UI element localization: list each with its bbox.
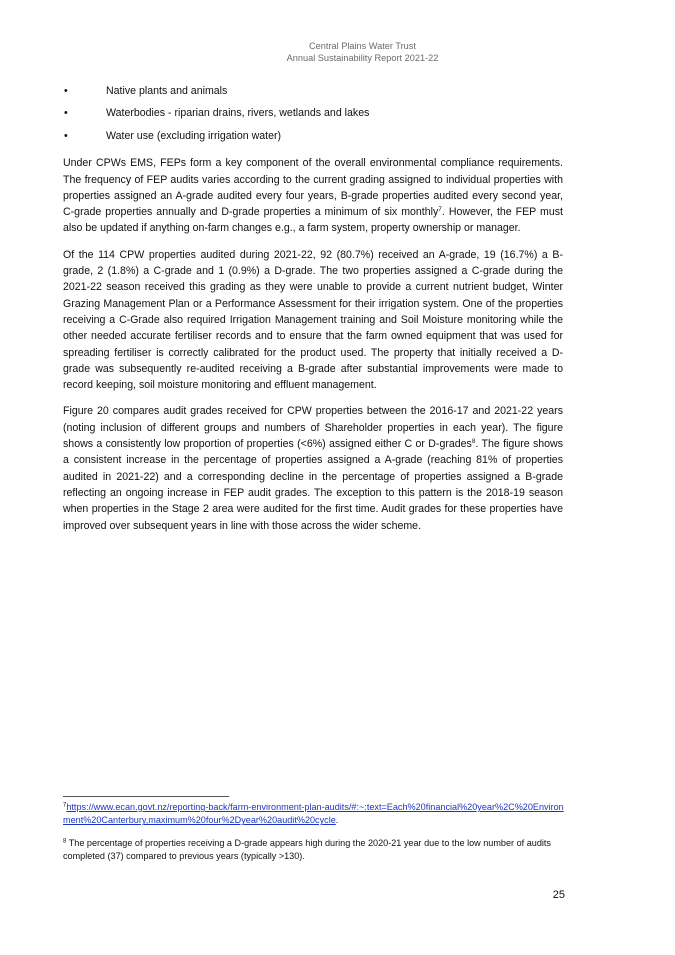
list-item bbox=[63, 105, 563, 121]
footnote-7 bbox=[63, 801, 568, 828]
list-item bbox=[63, 83, 563, 99]
paragraph-fep-audit-frequency bbox=[63, 155, 563, 236]
footnotes bbox=[63, 801, 568, 872]
list-item bbox=[63, 128, 563, 144]
bullet-list bbox=[63, 83, 563, 144]
list-item-text: Native plants and animals bbox=[106, 85, 228, 97]
header-org-name: Central Plains Water Trust bbox=[309, 41, 416, 51]
footnote-ref-7[interactable]: 7 bbox=[438, 206, 442, 214]
list-item-text: Waterbodies - riparian drains, rivers, wetlands and lakes bbox=[106, 107, 370, 120]
footnote-number: 7 bbox=[63, 802, 67, 809]
paragraph-audit-results: Of the 114 CPW properties audited during 2021-22, 92 (80.7%) received an A-grade, 19 (16.7%) a B-grade, 2 (1.8%) a C-grade and 1 (0.9%) a D-grade. The two properties assigned a C-grade during the 2021-22 season received this grading as they were unable to provide a current nutrient budget, Winter Grazing Management Plan or a Performance Assessment for their irrigation system. One of the properties receiving a C-Grade also required Irrigation Management training and Soil Moisture monitoring while the other needed accurate fertiliser records and to ensure that the farm owned equipment that was used for spreading fertiliser is correctly calibrated for the product used. The property that initially received a D-grade was subsequently re-audited receiving a B-grade after substantial improvements were made to record keeping, soil moisture monitoring and effluent management. bbox=[63, 248, 563, 392]
paragraph-text: . The figure shows a consistent increase in the percentage of properties assigned a A-grade (reaching 81% of properties audited in 2021-22) and a corresponding decline in the percentage of properties assigned a B-grade reflecting an ongoing increase in FEP audit grades. The exception to this pattern is the 2018-19 season when properties in the Stage 2 area were audited for the first time. Audit grades for these properties have improved over subsequent years in line with those across the wider scheme. bbox=[63, 438, 563, 532]
footnote-divider bbox=[63, 796, 229, 797]
paragraph-text: Under CPWs EMS, FEPs form a key component of the overall environmental compliance requirements. The frequency of FEP audits varies according to the current grading assigned to individual properties with properties assigned an A-grade audited every four years, B-grade properties audited every second year, C-grade properties annually and D-grade properties a minimum of six monthly bbox=[63, 157, 563, 219]
paragraph-figure-20-summary bbox=[63, 403, 563, 533]
paragraph-text: Figure 20 compares audit grades received for CPW properties between the 2016-17 and 2021-22 years (noting inclusion of different groups and numbers of Shareholder properties in each year). The figure shows a consistently low proportion of properties (<6%) assigned either C or D-grades bbox=[63, 405, 563, 451]
main-content bbox=[63, 83, 563, 544]
bullet-icon: • bbox=[64, 107, 68, 120]
footnote-7-link[interactable]: https://www.ecan.govt.nz/reporting-back/farm-environment-plan-audits/#:~:text=Each%20financial%20year%2C%20Environment%20Canterbury,maximum%20four%2Dyear%20audit%20cycle bbox=[63, 802, 564, 826]
list-item-text: Water use (excluding irrigation water) bbox=[106, 129, 282, 142]
header-report-title: Annual Sustainability Report 2021-22 bbox=[286, 53, 439, 63]
page-header bbox=[0, 40, 675, 64]
footnote-number: 8 bbox=[63, 838, 67, 845]
page-number: 25 bbox=[552, 889, 565, 901]
footnote-8-text: The percentage of properties receiving a D-grade appears high during the 2020-21 year due to the low number of audits completed (37) compared to previous years (typically >130). bbox=[63, 837, 551, 861]
bullet-icon: • bbox=[64, 85, 68, 97]
footnote-ref-8[interactable]: 8 bbox=[471, 438, 476, 446]
footnote-8 bbox=[63, 837, 568, 864]
bullet-icon: • bbox=[64, 129, 68, 142]
paragraph-text: . However, the FEP must also be updated if anything on-farm changes e.g., a farm system, property ownership or manager. bbox=[63, 206, 563, 235]
footnote-7-tail: . bbox=[335, 815, 339, 826]
